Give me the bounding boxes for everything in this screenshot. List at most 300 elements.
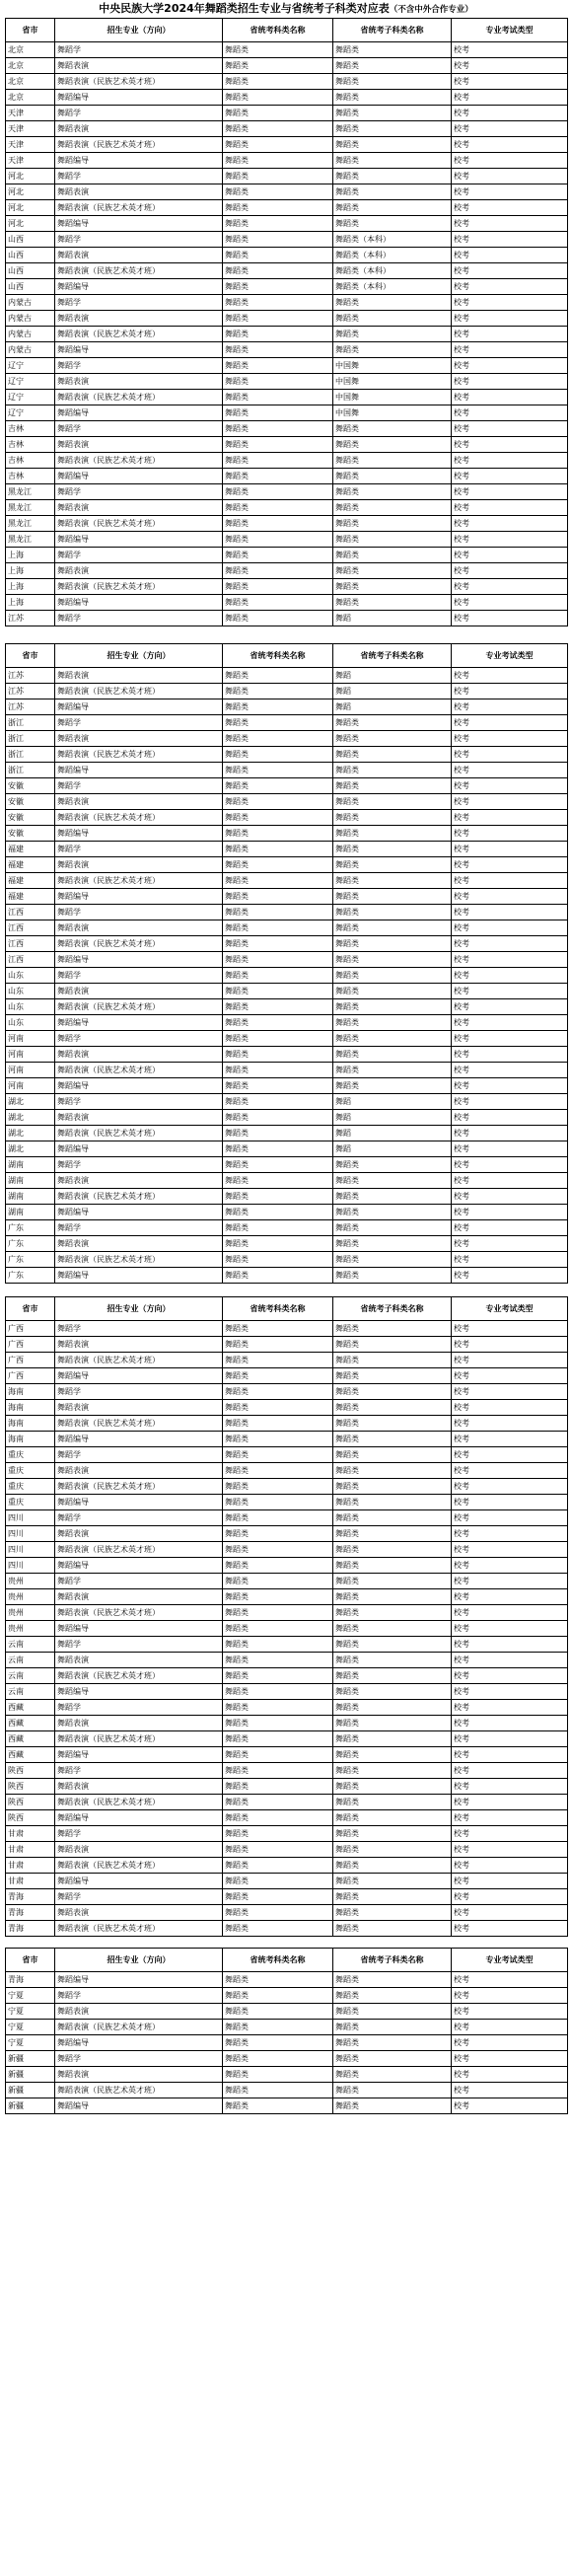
table-cell: 中国舞 [333,374,452,390]
table-cell: 舞蹈表演 [55,1047,223,1063]
table-cell: 舞蹈表演（民族艺术英才班） [55,1731,223,1747]
table-row [6,327,568,342]
table-row [6,1653,568,1668]
table-row [6,232,568,248]
table-cell: 舞蹈类 [223,826,333,842]
table-cell: 舞蹈表演 [55,1526,223,1542]
column-header: 省统考科类名称 [223,1297,333,1321]
column-header: 省统考科类名称 [223,644,333,668]
table-row [6,1015,568,1031]
table-cell: 舞蹈学 [55,2051,223,2067]
column-header: 招生专业（方向） [55,1949,223,1972]
table-cell: 舞蹈类 [223,1700,333,1716]
table-cell: 舞蹈表演（民族艺术英才班） [55,390,223,405]
table-cell: 河北 [6,169,55,184]
table-row [6,857,568,873]
table-cell: 舞蹈类 [223,763,333,778]
table-cell: 舞蹈类 [223,920,333,936]
table-cell: 校考 [452,1795,568,1810]
table-row [6,794,568,810]
table-row [6,342,568,358]
table-cell: 黑龙江 [6,484,55,500]
table-row [6,936,568,952]
table-cell: 舞蹈编导 [55,889,223,905]
table-cell: 舞蹈 [333,611,452,626]
table-cell: 山西 [6,279,55,295]
table-cell: 舞蹈类 [333,1653,452,1668]
table-cell: 舞蹈编导 [55,1495,223,1510]
table-cell: 宁夏 [6,2004,55,2020]
table-cell: 黑龙江 [6,516,55,532]
table-cell: 舞蹈表演（民族艺术英才班） [55,1416,223,1432]
table-cell: 舞蹈类 [223,999,333,1015]
table-cell: 校考 [452,715,568,731]
table-cell: 校考 [452,169,568,184]
table-cell: 舞蹈类 [333,968,452,984]
table-row [6,2098,568,2114]
table-cell: 广东 [6,1252,55,1268]
table-cell: 舞蹈类 [223,1589,333,1605]
table-cell: 舞蹈类 [333,1384,452,1400]
table-cell: 甘肃 [6,1826,55,1842]
table-cell: 新疆 [6,2067,55,2083]
table-cell: 舞蹈类 [333,1078,452,1094]
table-cell: 舞蹈类 [223,1157,333,1173]
table-cell: 校考 [452,1416,568,1432]
table-cell: 陕西 [6,1810,55,1826]
table-cell: 舞蹈表演（民族艺术英才班） [55,936,223,952]
table-cell: 舞蹈编导 [55,532,223,548]
table-cell: 舞蹈类 [223,1047,333,1063]
table-cell: 上海 [6,595,55,611]
table-cell: 校考 [452,579,568,595]
table-cell: 舞蹈类 [223,548,333,563]
table-cell: 青海 [6,1921,55,1937]
table-cell: 校考 [452,437,568,453]
table-cell: 校考 [452,1858,568,1874]
table-row [6,1972,568,1988]
table-cell: 舞蹈学 [55,484,223,500]
table-cell: 校考 [452,1463,568,1479]
table-cell: 江苏 [6,684,55,699]
table-row [6,1716,568,1731]
table-cell: 新疆 [6,2051,55,2067]
table-cell: 舞蹈类 [223,1621,333,1637]
table-cell: 校考 [452,1063,568,1078]
table-cell: 校考 [452,1716,568,1731]
table-cell: 舞蹈表演 [55,1716,223,1731]
table-cell: 舞蹈表演 [55,1905,223,1921]
table-cell: 舞蹈类 [223,873,333,889]
table-cell: 舞蹈 [333,668,452,684]
table-cell: 校考 [452,1205,568,1220]
table-row [6,2083,568,2098]
table-cell: 舞蹈类 [223,1637,333,1653]
table-cell: 舞蹈表演（民族艺术英才班） [55,200,223,216]
table-cell: 舞蹈类 [223,1972,333,1988]
table-cell: 校考 [452,747,568,763]
column-header: 省统考科类名称 [223,19,333,42]
table-cell: 校考 [452,1337,568,1353]
table-cell: 舞蹈类 [333,1268,452,1284]
table-cell: 新疆 [6,2083,55,2098]
table-cell: 福建 [6,842,55,857]
table-cell: 校考 [452,327,568,342]
table-cell: 内蒙古 [6,342,55,358]
table-row [6,1463,568,1479]
table-cell: 舞蹈表演（民族艺术英才班） [55,1479,223,1495]
column-header: 省统考子科类名称 [333,19,452,42]
table-cell: 校考 [452,106,568,121]
table-row [6,279,568,295]
table-cell: 舞蹈表演（民族艺术英才班） [55,1795,223,1810]
table-row [6,684,568,699]
table-cell: 舞蹈类 [333,857,452,873]
table-cell: 舞蹈编导 [55,1810,223,1826]
table-cell: 舞蹈类 [223,216,333,232]
table-cell: 校考 [452,74,568,90]
table-cell: 陕西 [6,1779,55,1795]
table-row [6,1668,568,1684]
table-cell: 舞蹈类 [223,2004,333,2020]
table-cell: 舞蹈类 [223,1763,333,1779]
table-cell: 舞蹈类 [223,1078,333,1094]
table-cell: 重庆 [6,1447,55,1463]
table-cell: 舞蹈编导 [55,1368,223,1384]
table-row [6,437,568,453]
table-cell: 黑龙江 [6,532,55,548]
table-cell: 校考 [452,2035,568,2051]
table-cell: 舞蹈表演 [55,1110,223,1126]
table-cell: 校考 [452,1637,568,1653]
table-cell: 舞蹈类 [333,311,452,327]
table-cell: 舞蹈类 [333,1716,452,1731]
column-header: 招生专业（方向） [55,19,223,42]
table-cell: 舞蹈类 [223,1668,333,1684]
table-cell: 上海 [6,563,55,579]
table-cell: 校考 [452,810,568,826]
table-cell: 重庆 [6,1463,55,1479]
table-cell: 校考 [452,1400,568,1416]
table-cell: 贵州 [6,1574,55,1589]
table-row [6,1337,568,1353]
table-cell: 舞蹈学 [55,1447,223,1463]
table-cell: 舞蹈类 [333,1189,452,1205]
table-cell: 校考 [452,1268,568,1284]
table-cell: 舞蹈类 [223,232,333,248]
table-cell: 校考 [452,2083,568,2098]
table-cell: 舞蹈表演 [55,374,223,390]
table-cell: 舞蹈类 [333,1763,452,1779]
table-cell: 舞蹈类 [223,611,333,626]
table-cell: 舞蹈编导 [55,153,223,169]
table-row [6,248,568,263]
table-cell: 贵州 [6,1605,55,1621]
table-cell: 舞蹈 [333,1126,452,1141]
table-cell: 校考 [452,200,568,216]
table-cell: 舞蹈类 [333,1558,452,1574]
table-cell: 河南 [6,1063,55,1078]
table-cell: 北京 [6,74,55,90]
table-cell: 舞蹈类 [333,763,452,778]
table-cell: 校考 [452,1447,568,1463]
table-cell: 山东 [6,984,55,999]
table-row [6,1574,568,1589]
table-cell: 舞蹈类 [333,936,452,952]
table-cell: 舞蹈表演 [55,920,223,936]
table-cell: 校考 [452,1236,568,1252]
table-row [6,1905,568,1921]
table-cell: 舞蹈类 [223,1574,333,1589]
table-cell: 舞蹈类 [333,1874,452,1889]
table-cell: 舞蹈类 [223,121,333,137]
table-cell: 舞蹈类 [333,1731,452,1747]
table-cell: 舞蹈表演（民族艺术英才班） [55,516,223,532]
table-cell: 校考 [452,563,568,579]
table-cell: 校考 [452,153,568,169]
table-cell: 舞蹈类 [333,731,452,747]
table-cell: 福建 [6,857,55,873]
table-cell: 舞蹈学 [55,295,223,311]
table-row [6,484,568,500]
table-cell: 校考 [452,968,568,984]
table-cell: 舞蹈编导 [55,1205,223,1220]
table-row [6,137,568,153]
table-cell: 舞蹈类 [333,715,452,731]
column-header: 省市 [6,1949,55,1972]
table-cell: 舞蹈类 [223,58,333,74]
table-cell: 舞蹈类 [223,984,333,999]
table-cell: 舞蹈表演（民族艺术英才班） [55,2083,223,2098]
table-cell: 湖北 [6,1110,55,1126]
table-cell: 校考 [452,1905,568,1921]
table-row [6,216,568,232]
table-row [6,1384,568,1400]
table-row [6,1252,568,1268]
table-cell: 舞蹈类 [333,1526,452,1542]
table-cell: 舞蹈表演 [55,2067,223,2083]
table-cell: 舞蹈表演 [55,1236,223,1252]
table-cell: 舞蹈类 [333,437,452,453]
table-cell: 舞蹈类 [333,1173,452,1189]
table-cell: 舞蹈表演（民族艺术英才班） [55,747,223,763]
table-cell: 校考 [452,1921,568,1937]
table-cell: 舞蹈表演（民族艺术英才班） [55,1126,223,1141]
table-cell: 校考 [452,778,568,794]
table-cell: 校考 [452,611,568,626]
mapping-table [5,643,568,1284]
table-cell: 舞蹈类 [223,1842,333,1858]
table-cell: 广东 [6,1268,55,1284]
table-cell: 舞蹈类 [223,1716,333,1731]
table-row [6,500,568,516]
table-cell: 舞蹈学 [55,1826,223,1842]
table-cell: 校考 [452,1621,568,1637]
table-cell: 舞蹈类 [333,1542,452,1558]
table-cell: 校考 [452,2098,568,2114]
table-cell: 舞蹈类 [223,952,333,968]
table-cell: 舞蹈编导 [55,1268,223,1284]
table-row [6,778,568,794]
table-row [6,106,568,121]
table-cell: 校考 [452,1731,568,1747]
table-cell: 舞蹈学 [55,1384,223,1400]
table-cell: 海南 [6,1384,55,1400]
table-cell: 舞蹈类 [333,794,452,810]
table-cell: 舞蹈类 [223,905,333,920]
table-cell: 舞蹈类 [333,1400,452,1416]
table-cell: 舞蹈类 [223,699,333,715]
column-header: 专业考试类型 [452,19,568,42]
table-cell: 校考 [452,1526,568,1542]
table-cell: 舞蹈类 [223,263,333,279]
table-cell: 舞蹈类 [333,1637,452,1653]
table-cell: 广西 [6,1321,55,1337]
table-cell: 舞蹈类 [223,1400,333,1416]
table-cell: 舞蹈类 [333,984,452,999]
table-cell: 舞蹈类 [333,1605,452,1621]
table-cell: 舞蹈类 [333,453,452,469]
table-cell: 舞蹈类 [223,500,333,516]
table-cell: 四川 [6,1526,55,1542]
table-cell: 校考 [452,42,568,58]
table-cell: 舞蹈类 [333,1252,452,1268]
table-cell: 河北 [6,216,55,232]
table-cell: 舞蹈表演（民族艺术英才班） [55,453,223,469]
table-cell: 舞蹈表演 [55,184,223,200]
table-row [6,579,568,595]
table-cell: 舞蹈学 [55,42,223,58]
table-cell: 吉林 [6,453,55,469]
table-cell: 舞蹈类 [333,121,452,137]
table-row [6,2051,568,2067]
table-cell: 舞蹈编导 [55,2098,223,2114]
table-cell: 校考 [452,548,568,563]
table-cell: 舞蹈编导 [55,1972,223,1988]
table-cell: 福建 [6,889,55,905]
table-row [6,1637,568,1653]
table-cell: 舞蹈类 [333,469,452,484]
page-title [0,2,572,17]
mapping-table [5,1948,568,2114]
table-cell: 舞蹈学 [55,1157,223,1173]
table-cell: 舞蹈类 [333,1858,452,1874]
table-row [6,2020,568,2035]
table-cell: 舞蹈学 [55,1763,223,1779]
table-cell: 校考 [452,500,568,516]
table-row [6,1621,568,1637]
table-cell: 舞蹈类（本科） [333,263,452,279]
table-cell: 西藏 [6,1747,55,1763]
table-cell: 校考 [452,1779,568,1795]
table-row [6,1874,568,1889]
table-cell: 舞蹈类 [223,2083,333,2098]
table-cell: 浙江 [6,715,55,731]
table-cell: 舞蹈类 [333,2098,452,2114]
table-cell: 舞蹈类 [333,1510,452,1526]
table-cell: 舞蹈类 [223,1126,333,1141]
table-cell: 舞蹈类 [333,548,452,563]
table-cell: 校考 [452,1252,568,1268]
table-cell: 舞蹈类 [333,1905,452,1921]
table-cell: 校考 [452,794,568,810]
table-cell: 山西 [6,248,55,263]
table-cell: 吉林 [6,421,55,437]
table-cell: 校考 [452,1173,568,1189]
table-cell: 舞蹈学 [55,358,223,374]
table-cell: 舞蹈表演（民族艺术英才班） [55,873,223,889]
table-cell: 舞蹈编导 [55,2035,223,2051]
table-cell: 舞蹈类 [223,1889,333,1905]
table-cell: 北京 [6,58,55,74]
table-cell: 舞蹈类 [223,810,333,826]
table-cell: 广东 [6,1220,55,1236]
table-cell: 舞蹈表演 [55,1400,223,1416]
table-cell: 舞蹈表演 [55,437,223,453]
table-cell: 舞蹈类 [333,595,452,611]
table-cell: 校考 [452,1078,568,1094]
table-cell: 舞蹈类 [223,1605,333,1621]
table-row [6,905,568,920]
table-cell: 舞蹈表演（民族艺术英才班） [55,1252,223,1268]
table-cell: 舞蹈类 [333,579,452,595]
table-cell: 天津 [6,137,55,153]
table-cell: 上海 [6,579,55,595]
table-cell: 舞蹈类 [223,968,333,984]
table-cell: 校考 [452,905,568,920]
table-row [6,1921,568,1937]
table-cell: 舞蹈类 [333,200,452,216]
table-cell: 甘肃 [6,1858,55,1874]
table-row [6,1589,568,1605]
table-row [6,358,568,374]
table-cell: 重庆 [6,1495,55,1510]
table-cell: 舞蹈类 [333,342,452,358]
table-row [6,2067,568,2083]
table-cell: 山东 [6,1015,55,1031]
table-row [6,1141,568,1157]
table-cell: 舞蹈类 [223,311,333,327]
table-cell: 舞蹈类 [223,1684,333,1700]
table-cell: 湖南 [6,1173,55,1189]
table-cell: 舞蹈类 [223,668,333,684]
table-cell: 校考 [452,826,568,842]
table-row [6,1063,568,1078]
table-cell: 贵州 [6,1621,55,1637]
table-cell: 舞蹈类 [333,137,452,153]
table-row [6,920,568,936]
table-row [6,1747,568,1763]
table-cell: 舞蹈编导 [55,1621,223,1637]
table-cell: 舞蹈表演（民族艺术英才班） [55,263,223,279]
table-cell: 舞蹈类 [223,684,333,699]
table-cell: 校考 [452,516,568,532]
table-cell: 校考 [452,1763,568,1779]
table-cell: 舞蹈类 [333,1447,452,1463]
table-row [6,1605,568,1621]
table-row [6,1189,568,1205]
table-cell: 内蒙古 [6,327,55,342]
table-cell: 四川 [6,1558,55,1574]
table-cell: 校考 [452,842,568,857]
table-row [6,1416,568,1432]
table-cell: 青海 [6,1905,55,1921]
table-cell: 舞蹈类（本科） [333,232,452,248]
table-cell: 舞蹈类 [223,889,333,905]
table-cell: 校考 [452,2020,568,2035]
table-cell: 校考 [452,857,568,873]
table-cell: 校考 [452,121,568,137]
